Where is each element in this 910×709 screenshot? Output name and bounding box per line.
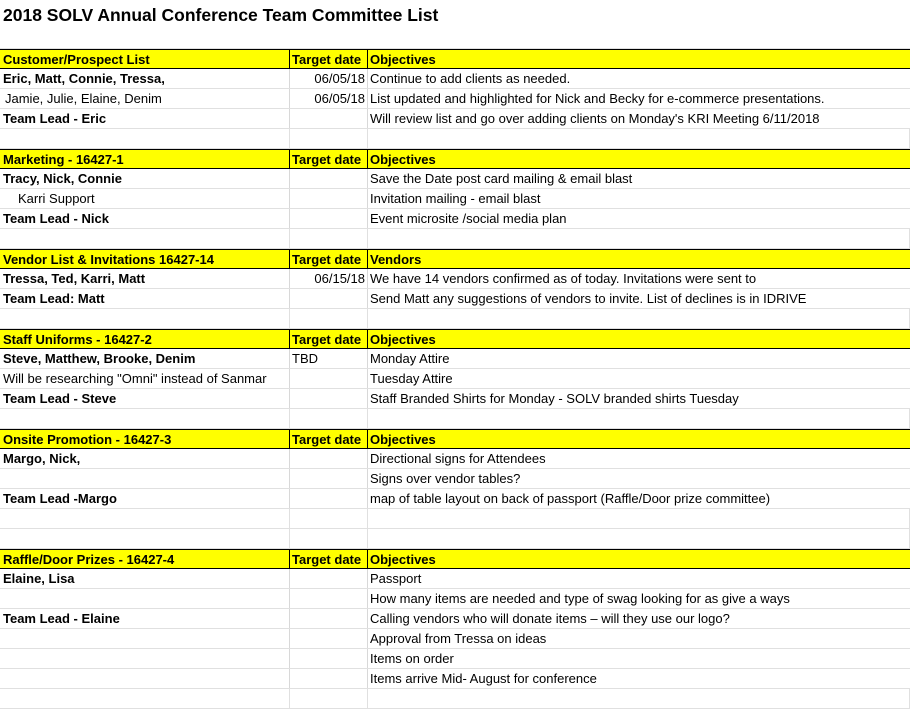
objective-cell[interactable]: Passport bbox=[370, 571, 422, 586]
objective-cell[interactable]: Directional signs for Attendees bbox=[370, 451, 546, 466]
date-cell[interactable]: 06/05/18 bbox=[290, 69, 368, 88]
target-date-header-cell[interactable]: Target date bbox=[290, 50, 368, 68]
section-title-cell[interactable]: Onsite Promotion - 16427-3 bbox=[0, 430, 290, 448]
date-cell[interactable] bbox=[290, 449, 368, 468]
empty-cell[interactable] bbox=[0, 309, 290, 328]
members-cell[interactable]: Elaine, Lisa bbox=[0, 569, 290, 588]
date-cell[interactable] bbox=[290, 629, 368, 648]
empty-cell[interactable] bbox=[368, 409, 910, 428]
date-cell[interactable] bbox=[290, 649, 368, 668]
table-row bbox=[0, 449, 910, 469]
objectives-header-cell[interactable]: Objectives bbox=[368, 430, 910, 448]
members-cell[interactable]: Team Lead - Nick bbox=[0, 209, 290, 228]
date-cell[interactable] bbox=[290, 209, 368, 228]
objective-cell[interactable]: Save the Date post card mailing & email blast bbox=[370, 171, 633, 186]
members-cell[interactable]: Team Lead - Steve bbox=[0, 389, 290, 408]
blank-row bbox=[0, 509, 910, 529]
empty-cell[interactable] bbox=[0, 689, 290, 708]
empty-cell[interactable] bbox=[0, 129, 290, 148]
date-cell[interactable] bbox=[290, 669, 368, 688]
committee-table bbox=[0, 49, 910, 709]
target-date-header-cell[interactable]: Target date bbox=[290, 330, 368, 348]
section-title-cell[interactable]: Marketing - 16427-1 bbox=[0, 150, 290, 168]
date-cell[interactable] bbox=[290, 289, 368, 308]
date-cell[interactable]: 06/05/18 bbox=[290, 89, 368, 108]
objective-cell[interactable]: Signs over vendor tables? bbox=[370, 471, 521, 486]
target-date-header-cell[interactable]: Target date bbox=[290, 430, 368, 448]
section-header-row bbox=[0, 149, 910, 169]
members-cell[interactable]: Steve, Matthew, Brooke, Denim bbox=[0, 349, 290, 368]
objective-cell[interactable]: We have 14 vendors confirmed as of today. Invitations were sent to bbox=[370, 271, 757, 286]
table-row bbox=[0, 209, 910, 229]
empty-cell[interactable] bbox=[290, 509, 368, 528]
table-row bbox=[0, 69, 910, 89]
table-row bbox=[0, 669, 910, 689]
date-cell[interactable] bbox=[290, 569, 368, 588]
objective-cell[interactable]: How many items are needed and type of swag looking for as give a ways bbox=[370, 591, 790, 606]
empty-cell[interactable] bbox=[368, 309, 910, 328]
table-row bbox=[0, 569, 910, 589]
objective-cell[interactable]: Will review list and go over adding clients on Monday's KRI Meeting 6/11/2018 bbox=[370, 111, 820, 126]
empty-cell[interactable] bbox=[368, 529, 910, 548]
section-header-row bbox=[0, 329, 910, 349]
table-row bbox=[0, 89, 910, 109]
empty-cell[interactable] bbox=[0, 229, 290, 248]
table-row bbox=[0, 289, 910, 309]
blank-row bbox=[0, 689, 910, 709]
table-row bbox=[0, 649, 910, 669]
date-cell[interactable] bbox=[290, 389, 368, 408]
objectives-header-cell[interactable]: Objectives bbox=[368, 550, 910, 568]
members-cell[interactable] bbox=[0, 469, 290, 488]
table-row bbox=[0, 269, 910, 289]
objectives-header-cell[interactable]: Objectives bbox=[368, 50, 910, 68]
members-cell[interactable] bbox=[0, 669, 290, 688]
date-cell[interactable] bbox=[290, 109, 368, 128]
date-cell[interactable]: 06/15/18 bbox=[290, 269, 368, 288]
members-cell[interactable] bbox=[0, 629, 290, 648]
objective-cell[interactable]: Invitation mailing - email blast bbox=[370, 191, 541, 206]
members-cell[interactable]: Team Lead -Margo bbox=[0, 489, 290, 508]
section-title-cell[interactable]: Vendor List & Invitations 16427-14 bbox=[0, 250, 290, 268]
date-cell[interactable] bbox=[290, 369, 368, 388]
members-cell[interactable]: Team Lead: Matt bbox=[0, 289, 290, 308]
section-title-cell[interactable]: Raffle/Door Prizes - 16427-4 bbox=[0, 550, 290, 568]
date-cell[interactable]: TBD bbox=[290, 349, 368, 368]
table-row bbox=[0, 589, 910, 609]
objective-cell[interactable]: Tuesday Attire bbox=[370, 371, 453, 386]
objective-cell[interactable]: Continue to add clients as needed. bbox=[370, 71, 571, 86]
table-row bbox=[0, 609, 910, 629]
section-header-row bbox=[0, 549, 910, 569]
sheet-title: 2018 SOLV Annual Conference Team Committee List bbox=[3, 5, 439, 25]
objective-cell[interactable]: Calling vendors who will donate items – will they use our logo? bbox=[370, 611, 730, 626]
section-header-row bbox=[0, 429, 910, 449]
objectives-header-cell[interactable]: Vendors bbox=[368, 250, 910, 268]
members-cell[interactable]: Will be researching "Omni" instead of Sanmar bbox=[0, 369, 290, 388]
date-cell[interactable] bbox=[290, 169, 368, 188]
table-row bbox=[0, 189, 910, 209]
date-cell[interactable] bbox=[290, 589, 368, 608]
objective-cell[interactable]: Monday Attire bbox=[370, 351, 450, 366]
table-row bbox=[0, 109, 910, 129]
blank-row bbox=[0, 129, 910, 149]
date-cell[interactable] bbox=[290, 609, 368, 628]
empty-cell[interactable] bbox=[368, 509, 910, 528]
table-row bbox=[0, 169, 910, 189]
members-cell[interactable] bbox=[0, 589, 290, 608]
empty-cell[interactable] bbox=[290, 689, 368, 708]
empty-cell[interactable] bbox=[368, 129, 910, 148]
table-row bbox=[0, 389, 910, 409]
objective-cell[interactable]: Items arrive Mid- August for conference bbox=[370, 671, 597, 686]
date-cell[interactable] bbox=[290, 189, 368, 208]
table-row bbox=[0, 349, 910, 369]
blank-row bbox=[0, 529, 910, 549]
objective-cell[interactable]: Items on order bbox=[370, 651, 454, 666]
empty-cell[interactable] bbox=[0, 529, 290, 548]
objective-cell[interactable]: map of table layout on back of passport (Raffle/Door prize committee) bbox=[370, 491, 771, 506]
members-cell[interactable]: Margo, Nick, bbox=[0, 449, 290, 468]
empty-cell[interactable] bbox=[368, 689, 910, 708]
objective-cell[interactable]: Staff Branded Shirts for Monday - SOLV branded shirts Tuesday bbox=[370, 391, 739, 406]
objectives-header-cell[interactable]: Objectives bbox=[368, 150, 910, 168]
table-row bbox=[0, 629, 910, 649]
blank-row bbox=[0, 309, 910, 329]
target-date-header-cell[interactable]: Target date bbox=[290, 550, 368, 568]
empty-cell[interactable] bbox=[0, 409, 290, 428]
empty-cell[interactable] bbox=[0, 509, 290, 528]
blank-row bbox=[0, 409, 910, 429]
target-date-header-cell[interactable]: Target date bbox=[290, 250, 368, 268]
objective-cell[interactable]: Approval from Tressa on ideas bbox=[370, 631, 547, 646]
blank-row bbox=[0, 229, 910, 249]
members-cell[interactable] bbox=[0, 649, 290, 668]
members-cell[interactable]: Jamie, Julie, Elaine, Denim bbox=[0, 89, 290, 108]
members-cell[interactable]: Team Lead - Elaine bbox=[0, 609, 290, 628]
members-cell[interactable]: Tressa, Ted, Karri, Matt bbox=[0, 269, 290, 288]
section-header-row bbox=[0, 249, 910, 269]
date-cell[interactable] bbox=[290, 469, 368, 488]
objective-cell[interactable]: Event microsite /social media plan bbox=[370, 211, 567, 226]
empty-cell[interactable] bbox=[368, 229, 910, 248]
table-row bbox=[0, 369, 910, 389]
members-cell[interactable]: Eric, Matt, Connie, Tressa, bbox=[0, 69, 290, 88]
table-row bbox=[0, 489, 910, 509]
objectives-header-cell[interactable]: Objectives bbox=[368, 330, 910, 348]
blank-row bbox=[0, 29, 910, 49]
table-row bbox=[0, 469, 910, 489]
members-cell[interactable]: Tracy, Nick, Connie bbox=[0, 169, 290, 188]
empty-cell[interactable] bbox=[290, 409, 368, 428]
objective-cell[interactable]: List updated and highlighted for Nick and Becky for e-commerce presentations. bbox=[370, 91, 825, 106]
section-title-cell[interactable]: Staff Uniforms - 16427-2 bbox=[0, 330, 290, 348]
members-cell[interactable]: Team Lead - Eric bbox=[0, 109, 290, 128]
members-cell[interactable]: Karri Support bbox=[0, 189, 290, 208]
empty-cell[interactable] bbox=[290, 129, 368, 148]
target-date-header-cell[interactable]: Target date bbox=[290, 150, 368, 168]
date-cell[interactable] bbox=[290, 489, 368, 508]
objective-cell[interactable]: Send Matt any suggestions of vendors to invite. List of declines is in IDRIVE bbox=[370, 291, 807, 306]
empty-cell[interactable] bbox=[290, 229, 368, 248]
empty-cell[interactable] bbox=[290, 309, 368, 328]
section-header-row bbox=[0, 49, 910, 69]
section-title-cell[interactable]: Customer/Prospect List bbox=[0, 50, 290, 68]
empty-cell[interactable] bbox=[290, 529, 368, 548]
